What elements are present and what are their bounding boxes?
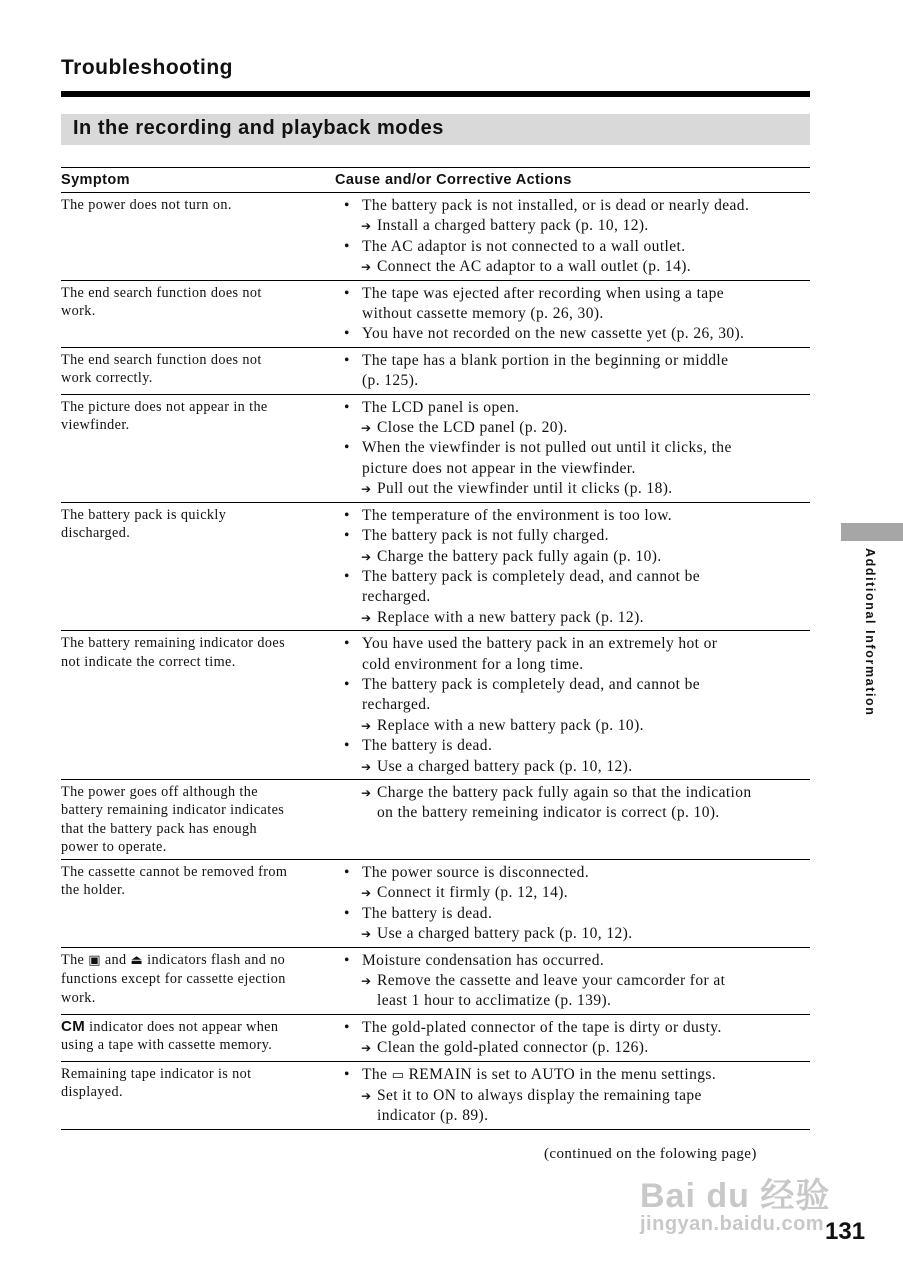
cause-text: on the battery remeining indicator is correct (p. 10). bbox=[377, 804, 720, 822]
watermark-url: jingyan.baidu.com bbox=[640, 1213, 825, 1235]
section-bar bbox=[61, 114, 810, 145]
cause-text: The battery is dead. bbox=[362, 904, 493, 922]
cause-bullet bbox=[335, 196, 810, 216]
symptom-line bbox=[61, 196, 325, 215]
symptom-cell bbox=[61, 351, 335, 392]
cause-cell bbox=[335, 634, 810, 777]
symptom-text: The end search function does not bbox=[61, 351, 262, 368]
cause-cell bbox=[335, 284, 810, 345]
cause-text: The gold-plated connector of the tape is dirty or dusty. bbox=[362, 1018, 722, 1036]
symptom-text: the holder. bbox=[61, 882, 126, 899]
cause-text: When the viewfinder is not pulled out until it clicks, the bbox=[362, 439, 732, 457]
symptom-text: not indicate the correct time. bbox=[61, 653, 236, 670]
table-row bbox=[61, 860, 810, 948]
symptom-line bbox=[61, 398, 325, 417]
symptom-cell bbox=[61, 863, 335, 945]
action-line bbox=[335, 971, 810, 991]
cause-text: The battery is dead. bbox=[362, 737, 493, 755]
cause-text: least 1 hour to acclimatize (p. 139). bbox=[377, 992, 612, 1010]
cause-bullet bbox=[335, 1018, 810, 1038]
cause-text: You have not recorded on the new cassette yet (p. 26, 30). bbox=[362, 325, 745, 343]
cause-text: (p. 125). bbox=[362, 372, 419, 390]
cause-bullet bbox=[335, 324, 810, 344]
symptom-line bbox=[61, 881, 325, 900]
cause-text: Moisture condensation has occurred. bbox=[362, 951, 605, 969]
cause-text: The battery pack is completely dead, and cannot be bbox=[362, 567, 701, 585]
symptom-text: indicator does not appear when bbox=[89, 1018, 279, 1035]
cassette-warning-icon: ▣ bbox=[88, 952, 101, 968]
symptom-cell bbox=[61, 506, 335, 628]
action-line bbox=[335, 716, 810, 736]
cause-bullet bbox=[335, 634, 810, 654]
cause-cell bbox=[335, 783, 810, 857]
symptom-text: displayed. bbox=[61, 1084, 123, 1101]
cause-cell bbox=[335, 351, 810, 392]
cause-cell bbox=[335, 951, 810, 1012]
cause-bullet bbox=[335, 526, 810, 546]
cause-text: recharged. bbox=[362, 696, 431, 714]
symptom-line bbox=[61, 1065, 325, 1084]
troubleshooting-table bbox=[61, 167, 810, 1130]
cause-bullet bbox=[335, 567, 810, 587]
cause-bullet bbox=[335, 736, 810, 756]
symptom-text: functions except for cassette ejection bbox=[61, 971, 286, 988]
symptom-text: indicators flash and no bbox=[147, 951, 286, 968]
action-line bbox=[335, 1086, 810, 1106]
symptom-text: battery remaining indicator indicates bbox=[61, 802, 285, 819]
cause-text: Pull out the viewfinder until it clicks (p. 18). bbox=[377, 480, 673, 498]
symptom-cell bbox=[61, 284, 335, 345]
cause-bullet bbox=[335, 438, 810, 458]
cause-continuation bbox=[335, 371, 810, 391]
cause-text: Connect the AC adaptor to a wall outlet (p. 14). bbox=[377, 258, 692, 276]
symptom-text: The end search function does not bbox=[61, 284, 262, 301]
table-row bbox=[61, 780, 810, 860]
cause-text: without cassette memory (p. 26, 30). bbox=[362, 305, 604, 323]
cause-bullet bbox=[335, 237, 810, 257]
cause-cell bbox=[335, 863, 810, 945]
cause-text: The tape was ejected after recording when using a tape bbox=[362, 284, 725, 302]
symptom-line bbox=[61, 351, 325, 370]
table-row bbox=[61, 193, 810, 281]
cause-cell bbox=[335, 196, 810, 278]
symptom-text: work correctly. bbox=[61, 370, 153, 387]
action-line bbox=[335, 757, 810, 777]
symptom-text: discharged. bbox=[61, 525, 131, 542]
symptom-line bbox=[61, 284, 325, 303]
cause-text: The tape has a blank portion in the beginning or middle bbox=[362, 351, 729, 369]
symptom-cell bbox=[61, 951, 335, 1012]
action-continuation bbox=[335, 991, 810, 1011]
symptom-text: Remaining tape indicator is not bbox=[61, 1065, 252, 1082]
symptom-text: The power goes off although the bbox=[61, 783, 258, 800]
cause-text: Install a charged battery pack (p. 10, 12). bbox=[377, 217, 649, 235]
symptom-line bbox=[61, 1036, 325, 1055]
title-rule bbox=[61, 91, 810, 97]
eject-icon: ⏏ bbox=[130, 952, 144, 968]
cause-bullet bbox=[335, 506, 810, 526]
symptom-prefix: The bbox=[61, 951, 85, 968]
symptom-line bbox=[61, 820, 325, 839]
symptom-line bbox=[61, 506, 325, 525]
symptom-text: work. bbox=[61, 989, 96, 1006]
section-title: In the recording and playback modes bbox=[73, 117, 444, 139]
symptom-cell bbox=[61, 1065, 335, 1127]
symptom-line bbox=[61, 302, 325, 321]
symptom-line bbox=[61, 970, 325, 989]
action-line bbox=[335, 783, 810, 803]
side-label: Additional Information bbox=[863, 548, 877, 717]
table-row bbox=[61, 631, 810, 780]
symptom-text: viewfinder. bbox=[61, 417, 130, 434]
table-row bbox=[61, 281, 810, 348]
cause-text: The battery pack is not installed, or is dead or nearly dead. bbox=[362, 197, 750, 214]
page-title: Troubleshooting bbox=[61, 56, 233, 79]
cause-text: Replace with a new battery pack (p. 10). bbox=[377, 716, 644, 734]
cause-continuation bbox=[335, 459, 810, 479]
cause-text: Charge the battery pack fully again (p. 10). bbox=[377, 547, 662, 565]
action-line bbox=[335, 608, 810, 628]
symptom-text: using a tape with cassette memory. bbox=[61, 1037, 273, 1054]
cause-cell bbox=[335, 398, 810, 500]
cause-text: Clean the gold-plated connector (p. 126). bbox=[377, 1039, 649, 1057]
cause-text: Connect it firmly (p. 12, 14). bbox=[377, 884, 569, 902]
table-row bbox=[61, 348, 810, 395]
symptom-line bbox=[61, 369, 325, 388]
cause-cell bbox=[335, 1065, 810, 1127]
action-line bbox=[335, 257, 810, 277]
symptom-cell bbox=[61, 196, 335, 278]
action-continuation bbox=[335, 1106, 810, 1126]
cause-text: The power source is disconnected. bbox=[362, 863, 590, 881]
symptom-line bbox=[61, 416, 325, 435]
cause-text: The LCD panel is open. bbox=[362, 398, 520, 416]
page-number: 131 bbox=[825, 1218, 866, 1245]
cause-continuation bbox=[335, 655, 810, 675]
table-row bbox=[61, 1062, 810, 1130]
action-line bbox=[335, 418, 810, 438]
symptom-cell bbox=[61, 398, 335, 500]
cause-continuation bbox=[335, 304, 810, 324]
cause-text: The battery pack is not fully charged. bbox=[362, 527, 609, 545]
cause-bullet bbox=[335, 951, 810, 971]
symptom-text: work. bbox=[61, 303, 96, 320]
action-line bbox=[335, 883, 810, 903]
symptom-cell bbox=[61, 783, 335, 857]
cause-header: Cause and/or Corrective Actions bbox=[335, 172, 572, 188]
symptom-line bbox=[61, 838, 325, 857]
symptom-and: and bbox=[104, 951, 127, 968]
symptom-line bbox=[61, 1018, 325, 1037]
table-header bbox=[61, 168, 810, 193]
cause-cell bbox=[335, 506, 810, 628]
action-line bbox=[335, 547, 810, 567]
symptom-line bbox=[61, 524, 325, 543]
symptom-text: The cassette cannot be removed from bbox=[61, 863, 288, 880]
cause-text: indicator (p. 89). bbox=[377, 1107, 489, 1125]
cassette-memory-icon: CM bbox=[61, 1017, 86, 1035]
cause-text: Use a charged battery pack (p. 10, 12). bbox=[377, 757, 633, 775]
symptom-text: The battery pack is quickly bbox=[61, 506, 227, 523]
cause-text: Use a charged battery pack (p. 10, 12). bbox=[377, 925, 633, 943]
cause-text: Charge the battery pack fully again so that the indication bbox=[377, 783, 752, 801]
cause-text: The AC adaptor is not connected to a wall outlet. bbox=[362, 237, 686, 255]
cause-continuation bbox=[335, 587, 810, 607]
table-row bbox=[61, 948, 810, 1015]
continued-note: (continued on the folowing page) bbox=[544, 1146, 757, 1162]
symptom-text: The picture does not appear in the bbox=[61, 398, 268, 415]
symptom-line bbox=[61, 653, 325, 672]
cause-bullet bbox=[335, 675, 810, 695]
symptom-text: The power does not turn on. bbox=[61, 197, 232, 213]
symptom-text: power to operate. bbox=[61, 839, 167, 856]
table-body bbox=[61, 193, 810, 1130]
cause-bullet bbox=[335, 863, 810, 883]
cause-continuation bbox=[335, 695, 810, 715]
symptom-text: The battery remaining indicator does bbox=[61, 635, 285, 652]
cause-cell bbox=[335, 1018, 810, 1059]
symptom-line bbox=[61, 783, 325, 802]
cause-text: Replace with a new battery pack (p. 12). bbox=[377, 608, 644, 626]
symptom-line bbox=[61, 863, 325, 882]
table-row bbox=[61, 503, 810, 631]
symptom-line bbox=[61, 801, 325, 820]
cause-text: The temperature of the environment is too low. bbox=[362, 506, 673, 524]
cause-bullet bbox=[335, 398, 810, 418]
tape-icon: ▭ bbox=[391, 1067, 405, 1083]
cause-text: REMAIN is set to AUTO in the menu settings. bbox=[408, 1065, 717, 1083]
watermark-logo: Bai du 经验 bbox=[640, 1177, 831, 1215]
table-row bbox=[61, 1015, 810, 1062]
cause-bullet bbox=[335, 351, 810, 371]
cause-text: picture does not appear in the viewfinder. bbox=[362, 459, 636, 477]
side-tab bbox=[841, 523, 903, 541]
action-line bbox=[335, 479, 810, 499]
action-continuation bbox=[335, 803, 810, 823]
action-line bbox=[335, 1038, 810, 1058]
action-line bbox=[335, 216, 810, 236]
symptom-header: Symptom bbox=[61, 172, 130, 188]
cause-bullet bbox=[335, 904, 810, 924]
cause-text: cold environment for a long time. bbox=[362, 655, 584, 673]
cause-text: recharged. bbox=[362, 588, 431, 606]
cause-bullet bbox=[335, 1065, 810, 1086]
symptom-line bbox=[61, 989, 325, 1008]
cause-text: You have used the battery pack in an extremely hot or bbox=[362, 635, 718, 653]
cause-text: Set it to ON to always display the remaining tape bbox=[377, 1087, 702, 1105]
symptom-cell bbox=[61, 634, 335, 777]
symptom-line bbox=[61, 951, 325, 971]
action-line bbox=[335, 924, 810, 944]
watermark bbox=[640, 1168, 830, 1236]
symptom-cell bbox=[61, 1018, 335, 1059]
table-row bbox=[61, 395, 810, 503]
cause-text: The battery pack is completely dead, and cannot be bbox=[362, 675, 701, 693]
cause-text: Remove the cassette and leave your camcorder for at bbox=[377, 972, 726, 989]
symptom-line bbox=[61, 634, 325, 653]
symptom-line bbox=[61, 1083, 325, 1102]
cause-prefix: The bbox=[362, 1065, 388, 1083]
symptom-text: that the battery pack has enough bbox=[61, 820, 257, 837]
cause-bullet bbox=[335, 284, 810, 304]
cause-text: Close the LCD panel (p. 20). bbox=[377, 419, 568, 437]
